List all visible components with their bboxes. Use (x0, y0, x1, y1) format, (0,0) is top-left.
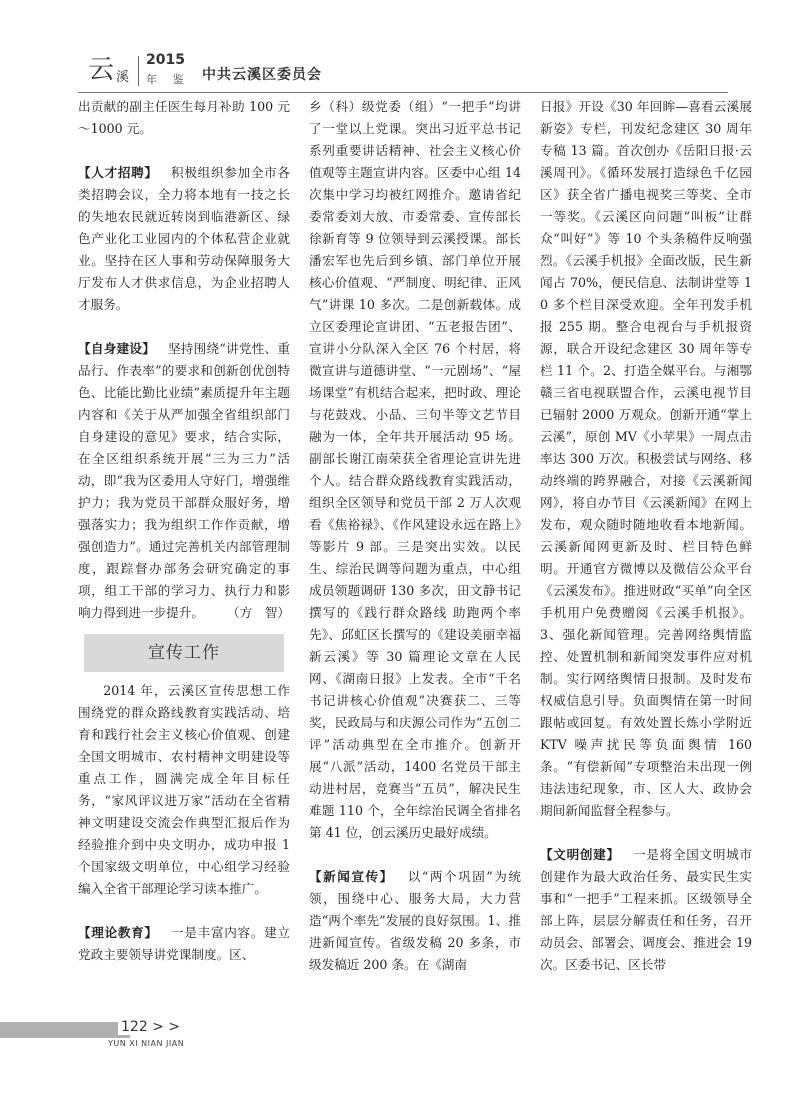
paragraph-text: 以“两个巩固”为统领，围绕中心、服务大局，大力营造“两个率先”发展的良好氛围。1、推进新闻宣传。省级发稿 20 多条，市级发稿近 200 条。在《湖南 (309, 869, 521, 972)
paragraph-gap (309, 844, 521, 866)
paragraph (78, 338, 290, 624)
text-column-1 (78, 96, 290, 966)
paragraph: 出贡献的副主任医生每月补助 100 元～1000 元。 (78, 99, 290, 136)
header-yearbook-label: 年 鉴 (146, 73, 190, 86)
paragraph-text: 积极组织参加全市各类招聘会议，全力将本地有一技之长的失地农民就近转岗到临港新区、绿色产业化工业园内的个体私营企业就业。坚持在区人事和劳动保障服务大厅发布人才供求信息，为企业招聘人才服务。 (78, 165, 291, 312)
paragraph-text: 一是将全国文明城市创建作为最大政治任务、最实民生实事和“一把手”工程来抓。区级领导全部上阵，层层分解责任和任务，召开动员会、部署会、调度会、推进会 19 次。区委书记、区长带 (540, 847, 753, 972)
page-number: 122 > > (118, 1019, 183, 1035)
header-org-title: 中共云溪区委员会 (202, 67, 322, 83)
footer-pinyin: YUN XI NIAN JIAN (108, 1039, 185, 1048)
footer-band (0, 1022, 130, 1038)
paragraph (78, 922, 290, 966)
topic-keyword: 【自身建设】 (78, 341, 156, 356)
paragraph-gap (78, 316, 290, 338)
section-heading: 宣传工作 (84, 634, 284, 672)
topic-keyword: 【新闻宣传】 (309, 869, 394, 884)
paragraph-text: 坚持围绕“讲党性、重品行、作表率”的要求和创新创优创特色、比能比勤比业绩”素质提升年主题内容和《关于从严加强全省组织部门自身建设的意见》要求，结合实际，在全区组织系统开展“三为三力”活动，即“我为区委用人守好门，增强维护力；我为党员干部群众服好务，增强落实力；我为组织工作作贡献，增强创造力”。通过完善机关内部管理制度，跟踪督办部务会研究确定的事项，组工干部的学习力、执行力和影响力得到进一步提升。 (78, 341, 290, 620)
paragraph-gap (78, 140, 290, 162)
page-header (78, 44, 728, 90)
header-year: 2015 (146, 52, 185, 68)
header-divider (138, 56, 139, 86)
yearbook-logo-sub: 溪 (116, 70, 130, 85)
topic-keyword: 【文明创建】 (540, 847, 620, 862)
text-column-3 (540, 96, 752, 976)
paragraph: 2014 年，云溪区宣传思想工作围绕党的群众路线教育实践活动、培育和践行社会主义核心价值观、创建全国文明城市、农村精神文明建设等重点工作，圆满完成全年目标任务，“家风评议进万家”活动在全省精神文明建设交流会作典型汇报后作为经验推介到中央文明办，成功申报 1 个国家级文明单位，中心组学习经验编入全省干部理论学习读本推广。 (78, 683, 290, 896)
text-column-2 (309, 96, 521, 976)
paragraph-gap (78, 900, 290, 922)
topic-keyword: 【人才招聘】 (78, 165, 158, 180)
header-rule (78, 92, 728, 93)
yearbook-logo-char: 云 (88, 55, 115, 85)
paragraph (540, 844, 752, 976)
author-credit: （方 智） (227, 605, 290, 620)
paragraph: 日报》开设《30 年回眸—喜看云溪展新姿》专栏，刊发纪念建区 30 周年专稿 13 篇。首次创办《岳阳日报·云溪周刊》。《循环发展打造绿色千亿园区》获全省广播电视奖三等奖、全市一等奖。《云溪区向问题“叫板”让群众“叫好”》等 10 个头条稿件反响强烈。《云溪手机报》全面改版，民生新闻占 70%，便民信息、法制讲堂等 10 多个栏目深受欢迎。全年刊发手机报 255 期。整合电视台与手机报资源，联合开设纪念建区 30 周年等专栏 11 个。2、打造全媒平台。与湘鄂赣三省电视联盟合作，云溪电视节目已辐射 2000 万观众。创新开通“掌上云溪”，原创 MV《小苹果》一周点击率达 300 万次。积极尝试与网络、移动终端的跨界融合，对接《云溪新闻网》，将自办节目《云溪新闻》在网上发布，观众随时随地收看本地新闻。云溪新闻网更新及时、栏目特色鲜明。开通官方微博以及微信公众平台《云溪发布》。推进财政“买单”向全区手机用户免费赠阅《云溪手机报》。3、强化新闻管理。完善网络舆情监控、处置机制和新闻突发事件应对机制。实行网络舆情日报制。及时发布权威信息引导。负面舆情在第一时间跟帖或回复。有效处置长炼小学附近 KTV 噪声扰民等负面舆情 160 条。“有偿新闻”专项整治未出现一例违法违纪现象，市、区人大、政协会期间新闻监督全程参与。 (540, 99, 752, 818)
topic-keyword: 【理论教育】 (78, 925, 158, 940)
paragraph (78, 162, 290, 316)
paragraph-gap (540, 822, 752, 844)
paragraph (309, 866, 521, 976)
paragraph-text: 一是丰富内容。建立党政主要领导讲党课制度。区、 (78, 925, 291, 962)
paragraph: 乡（科）级党委（组）“一把手”均讲了一堂以上党课。突出习近平总书记系列重要讲话精神、社会主义核心价值观等主题宣讲内容。区委中心组 14 次集中学习均被红网推介。邀请省纪委常委刘大放、市委常委、宣传部长徐新育等 9 位领导到云溪授课。部长潘宏军也先后到乡镇、部门单位开展核心价值观、“严制度、明纪律、正风气”讲课 10 多次。二是创新载体。成立区委理论宣讲团、“五老报告团”、宣讲小分队深入全区 76 个村居，将微宣讲与道德讲堂、“一元剧场”、“屋场课堂”有机结合起来，把时政、理论与花鼓戏、小品、三句半等文艺节目融为一体，全年共开展活动 95 场。副部长谢江南荣获全省理论宣讲先进个人。结合群众路线教育实践活动，组织全区领导和党员干部 2 万人次观看《焦裕禄》、《作风建设永远在路上》等影片 9 部。三是突出实效。以民生、综治民调等问题为重点，中心组成员领题调研 130 多次，田文静书记撰写的《践行群众路线 助跑两个率先》、邱虹区长撰写的《建设美丽幸福新云溪》等 30 篇理论文章在人民网、《湖南日报》上发表。全市“千名书记讲核心价值观”决赛获二、三等奖，民政局与和庆源公司作为“五创二评”活动典型在全市推介。创新开展“八派”活动，1400 名党员干部主动进村居，竞赛当“五员”，解决民生难题 110 个，全年综治民调全省排名第 41 位，创云溪历史最好成绩。 (309, 99, 521, 840)
